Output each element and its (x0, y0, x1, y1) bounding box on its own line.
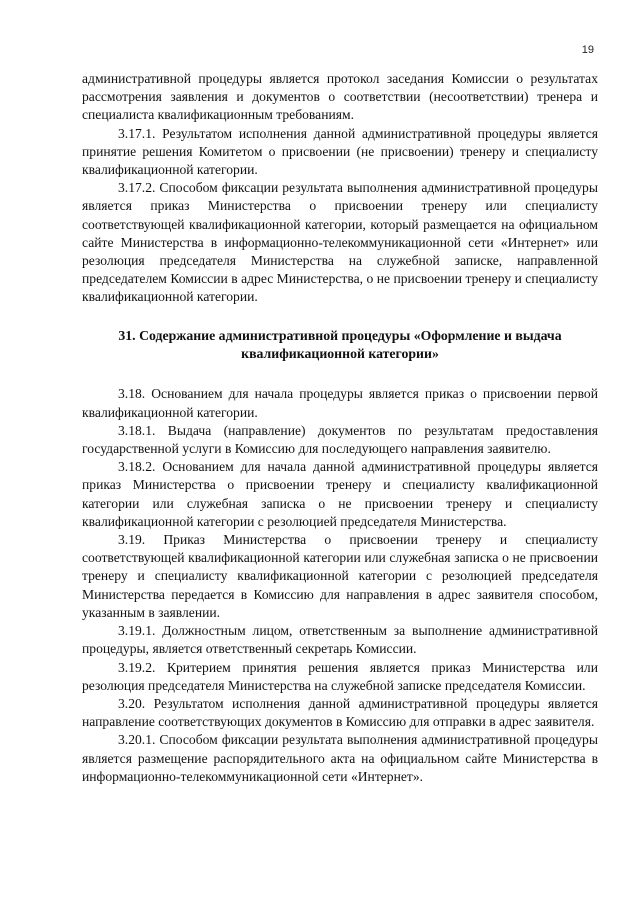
paragraph-3-18-2: 3.18.2. Основанием для начала данной административной процедуры является приказ Министерства о присвоении тренеру и специалисту квалификационной категории или служебная записка о не присвоении тренеру и специалисту квалификационной категории с резолюцией председателя Министерства. (82, 459, 598, 529)
paragraph-3-19-2: 3.19.2. Критерием принятия решения является приказ Министерства или резолюция председателя Министерства на служебной записке председателя Комиссии. (82, 659, 598, 693)
paragraph-3-17-2: 3.17.2. Способом фиксации результата выполнения административной процедуры является приказ Министерства о присвоении тренеру или специалисту соответствующей квалификационной категории, который размещается на официальном сайте Министерства в информационно-телекоммуникационной сети «Интернет» или резолюция председателя Министерства на служебной записке, направленной председателем Комиссии в адрес Министерства, о не присвоении тренеру и специалисту квалификационной категории. (82, 180, 598, 305)
paragraph-3-18: 3.18. Основанием для начала процедуры является приказ о присвоении первой квалификационной категории. (82, 386, 598, 420)
document-body (82, 70, 598, 786)
paragraph-continuation: административной процедуры является протокол заседания Комиссии о результатах рассмотрения заявления и документов о соответствии (несоответствии) тренера и специалиста квалификационным требованиям. (82, 71, 598, 123)
paragraph-3-17-1: 3.17.1. Результатом исполнения данной административной процедуры является принятие решения Комитетом о присвоении (не присвоении) тренеру и специалисту квалификационной категории. (82, 125, 598, 178)
page-number: 19 (581, 44, 594, 56)
paragraph-3-19: 3.19. Приказ Министерства о присвоении тренеру и специалисту соответствующей квалификационной категории или служебная записка о не присвоении тренеру и специалисту квалификационной категории с резолюцией председателя Министерства передается в Комиссию для направления в адрес заявителя способом, указанным в заявлении. (82, 532, 598, 620)
section-heading: 31. Содержание административной процедуры «Оформление и выдача квалификационной категории» (118, 327, 562, 362)
paragraph-3-20: 3.20. Результатом исполнения данной административной процедуры является направление соответствующих документов в Комиссию для отправки в адрес заявителя. (82, 695, 598, 730)
paragraph-3-19-1: 3.19.1. Должностным лицом, ответственным за выполнение административной процедуры, является ответственный секретарь Комиссии. (82, 623, 598, 657)
paragraph-3-18-1: 3.18.1. Выдача (направление) документов по результатам предоставления государственной услуги в Комиссию для последующего направления заявителю. (82, 422, 598, 457)
paragraph-3-20-1: 3.20.1. Способом фиксации результата выполнения административной процедуры является размещение распорядительного акта на официальном сайте Министерства в информационно-телекоммуникационной сети «Интернет». (82, 732, 598, 784)
